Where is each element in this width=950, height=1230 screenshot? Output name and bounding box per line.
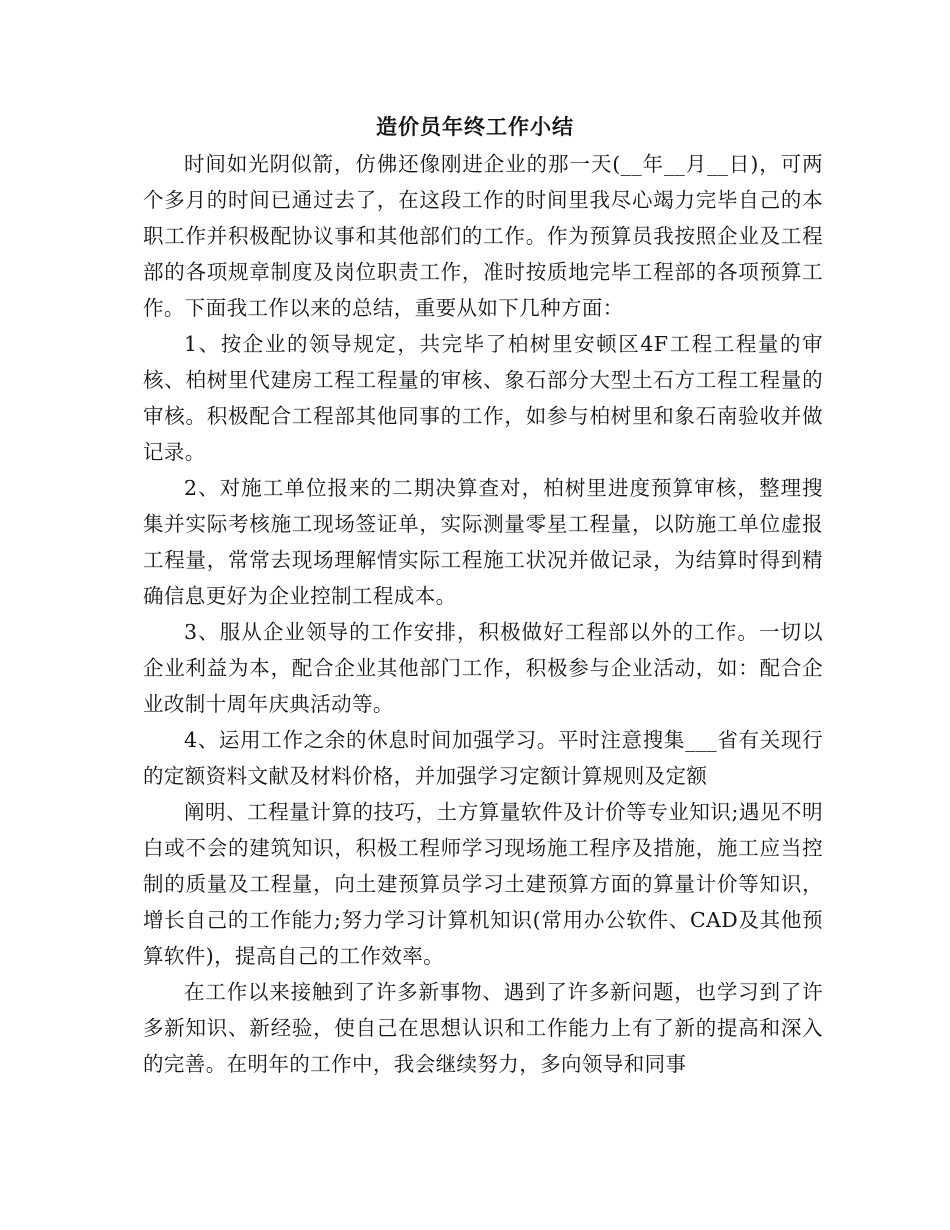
paragraph-conclusion: 在工作以来接触到了许多新事物、遇到了许多新问题，也学习到了许多新知识、新经验，使自己在思想认识和工作能力上有了新的提高和深入的完善。在明年的工作中，我会继续努力，多向领导和同事	[143, 980, 823, 1076]
paragraph-item-3: 3、服从企业领导的工作安排，积极做好工程部以外的工作。一切以企业利益为本，配合企业其他部门工作，积极参与企业活动，如：配合企业改制十周年庆典活动等。	[143, 620, 823, 716]
paragraph-item-4: 4、运用工作之余的休息时间加强学习。平时注意搜集___省有关现行的定额资料文献及材料价格，并加强学习定额计算规则及定额	[143, 728, 823, 788]
paragraph-item-4-continued: 阐明、工程量计算的技巧，土方算量软件及计价等专业知识;遇见不明白或不会的建筑知识，积极工程师学习现场施工程序及措施，施工应当控制的质量及工程量，向土建预算员学习土建预算方面的算量计价等知识，增长自己的工作能力;努力学习计算机知识(常用办公软件、CAD及其他预算软件)，提高自己的工作效率。	[143, 800, 823, 968]
document-title: 造价员年终工作小结	[376, 115, 574, 139]
paragraph-item-1: 1、按企业的领导规定，共完毕了柏树里安顿区4F工程工程量的审核、柏树里代建房工程工程量的审核、象石部分大型土石方工程工程量的审核。积极配合工程部其他同事的工作，如参与柏树里和象石南验收并做记录。	[143, 332, 823, 464]
paragraph-intro: 时间如光阴似箭，仿佛还像刚进企业的那一天(__年__月__日)，可两个多月的时间已通过去了，在这段工作的时间里我尽心竭力完毕自己的本职工作并积极配协议事和其他部们的工作。作为预算员我按照企业及工程部的各项规章制度及岗位职责工作，准时按质地完毕工程部的各项预算工作。下面我工作以来的总结，重要从如下几种方面：	[143, 152, 823, 320]
document-body	[143, 146, 823, 1082]
paragraph-item-2: 2、对施工单位报来的二期决算查对，柏树里进度预算审核，整理搜集并实际考核施工现场签证单，实际测量零星工程量，以防施工单位虚报工程量，常常去现场理解情实际工程施工状况并做记录，为结算时得到精确信息更好为企业控制工程成本。	[143, 476, 823, 608]
